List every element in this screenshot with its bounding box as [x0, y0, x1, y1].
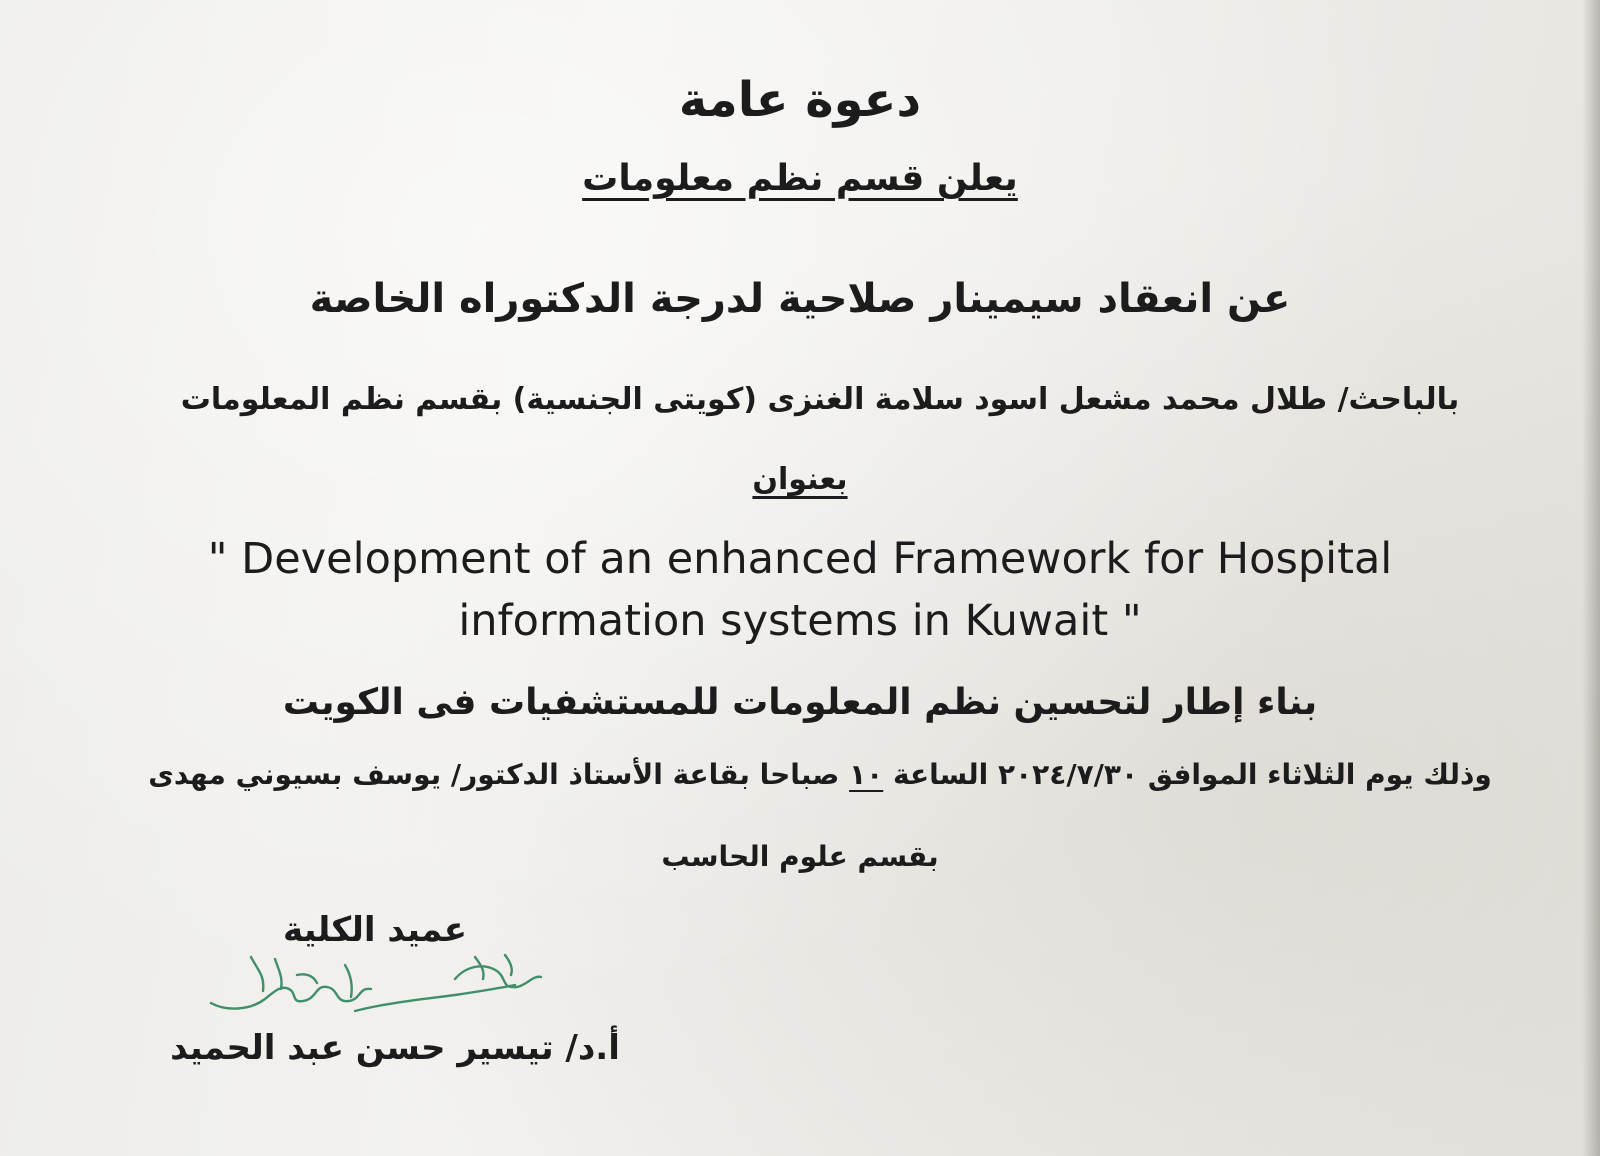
titled-label: بعنوان — [752, 462, 848, 497]
signature-stroke — [355, 985, 515, 1011]
invitation-heading: دعوة عامة — [678, 72, 922, 128]
signature-stroke — [475, 957, 484, 979]
dean-name: أ.د/ تيسير حسن عبد الحميد — [170, 1028, 620, 1068]
dean-role: عميد الكلية — [283, 910, 467, 950]
signature-stroke — [505, 955, 512, 975]
schedule-date: وذلك يوم الثلاثاء الموافق ٢٠٢٤/٧/٣٠ الساعة — [883, 758, 1492, 791]
arabic-title: بناء إطار لتحسين نظم المعلومات للمستشفيات فى الكويت — [282, 682, 1318, 723]
schedule-venue: صباحا بقاعة الأستاذ الدكتور/ يوسف بسيوني مهدى — [148, 758, 850, 791]
signature-stroke — [275, 959, 282, 989]
seminar-line: عن انعقاد سيمينار صلاحية لدرجة الدكتوراه الخاصة — [309, 276, 1291, 322]
signature-stroke — [455, 966, 541, 987]
schedule-line — [60, 758, 1580, 791]
handwritten-signature — [205, 945, 565, 1035]
english-title-line-1: " Development of an enhanced Framework for Hospital — [207, 534, 1393, 584]
signature-stroke — [251, 957, 263, 991]
signature-stroke — [211, 987, 371, 1009]
english-title-line-2: information systems in Kuwait " — [458, 596, 1142, 646]
signature-stroke — [297, 974, 317, 983]
department-line: بقسم علوم الحاسب — [661, 840, 939, 873]
researcher-line: بالباحث/ طلال محمد مشعل اسود سلامة الغنزى (كويتى الجنسية) بقسم نظم المعلومات — [180, 382, 1460, 417]
announcer-line: يعلن قسم نظم معلومات — [582, 158, 1018, 199]
schedule-hour: ١٠ — [849, 758, 884, 791]
signature-stroke — [345, 965, 352, 997]
